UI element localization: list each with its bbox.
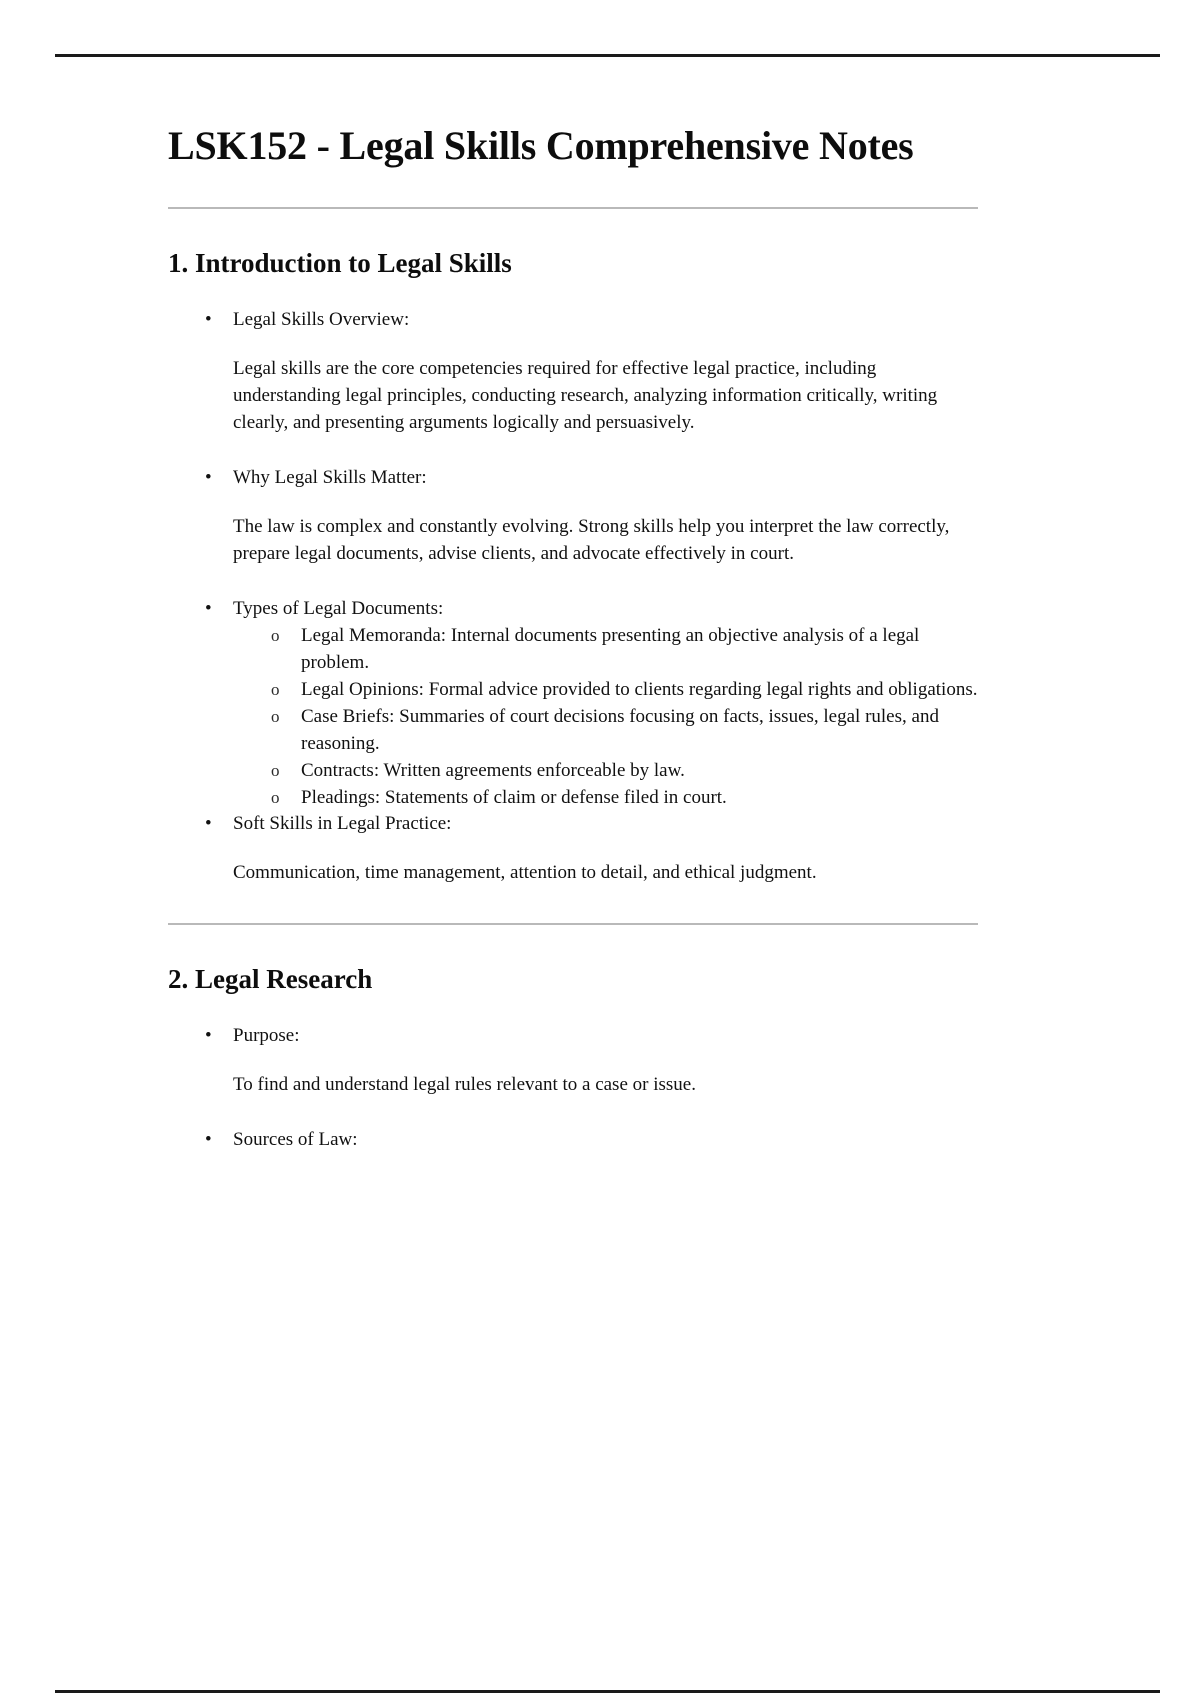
list-item-label: Soft Skills in Legal Practice: — [233, 813, 452, 835]
bullet-icon: • — [205, 597, 212, 619]
sublist-item — [233, 677, 980, 704]
section-1-list — [168, 307, 980, 887]
sublist-item-text: Case Briefs: Summaries of court decisions focusing on facts, issues, legal rules, and reasoning. — [301, 705, 939, 754]
section-divider-2 — [168, 923, 978, 925]
page-bottom-rule — [55, 1690, 1160, 1693]
list-item — [168, 811, 980, 887]
list-item-label: Legal Skills Overview: — [233, 308, 410, 330]
bullet-icon: • — [205, 1129, 212, 1151]
list-item — [168, 307, 980, 437]
list-item-body: To find and understand legal rules relevant to a case or issue. — [233, 1074, 696, 1096]
legal-document-types-sublist — [233, 623, 980, 812]
circle-bullet-icon: o — [271, 679, 280, 699]
sublist-item — [233, 758, 980, 785]
list-item — [168, 465, 980, 568]
list-item-label: Types of Legal Documents: — [233, 597, 444, 619]
bullet-icon: • — [205, 1025, 212, 1047]
section-heading-2: 2. Legal Research — [168, 964, 373, 995]
bullet-icon: • — [205, 466, 212, 488]
circle-bullet-icon: o — [271, 706, 280, 726]
bullet-icon: • — [205, 308, 212, 330]
list-item-label: Purpose: — [233, 1025, 300, 1047]
sublist-item — [233, 623, 980, 677]
circle-bullet-icon: o — [271, 787, 280, 807]
section-heading-1: 1. Introduction to Legal Skills — [168, 248, 512, 279]
page-title: LSK152 - Legal Skills Comprehensive Notes — [168, 123, 914, 168]
sublist-item-text: Pleadings: Statements of claim or defense filed in court. — [301, 786, 727, 808]
sublist-item-text: Contracts: Written agreements enforceable by law. — [301, 759, 685, 781]
list-item-label: Why Legal Skills Matter: — [233, 466, 427, 488]
document-content — [168, 120, 980, 1154]
list-item-body: Communication, time management, attention to detail, and ethical judgment. — [233, 862, 817, 884]
section-2-list — [168, 1023, 980, 1154]
circle-bullet-icon: o — [271, 760, 280, 780]
title-divider — [168, 207, 978, 209]
circle-bullet-icon: o — [271, 625, 280, 645]
page-top-rule — [55, 54, 1160, 57]
sublist-item — [233, 704, 980, 758]
sublist-item-text: Legal Opinions: Formal advice provided to clients regarding legal rights and obligations. — [301, 678, 978, 700]
list-item-body: Legal skills are the core competencies required for effective legal practice, including understanding legal principles, conducting research, analyzing information critically, writing clearly, and presenting arguments logically and persuasively. — [233, 357, 938, 433]
list-item — [168, 1127, 980, 1154]
sublist-item — [233, 785, 980, 812]
list-item-body: The law is complex and constantly evolving. Strong skills help you interpret the law correctly, prepare legal documents, advise clients, and advocate effectively in court. — [233, 515, 950, 564]
list-item-label: Sources of Law: — [233, 1129, 358, 1151]
list-item — [168, 596, 980, 812]
bullet-icon: • — [205, 813, 212, 835]
sublist-item-text: Legal Memoranda: Internal documents presenting an objective analysis of a legal problem. — [301, 624, 920, 673]
list-item — [168, 1023, 980, 1099]
